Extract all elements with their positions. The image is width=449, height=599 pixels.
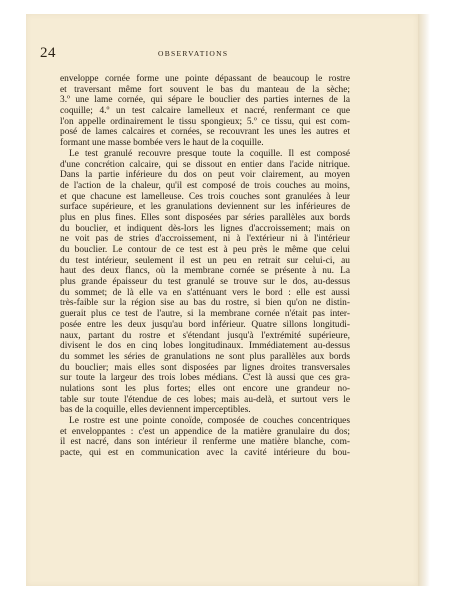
paragraph-3 <box>60 416 350 459</box>
text-line: de l'action de la chaleur, qu'il est composé de trois couches au moins, <box>60 180 350 191</box>
text-line: et enveloppantes : c'est un appendice de la matière granulaire du dos; <box>60 426 350 437</box>
text-line: guerait plus ce test de l'autre, si la membrane cornée n'était pas inter- <box>60 309 350 320</box>
text-line: formant une masse bombée vers le haut de la coquille. <box>60 138 264 149</box>
text-line: l'on appelle ordinairement le tissu spongieux; 5.º ce tissu, qui est com- <box>60 116 350 127</box>
text-line: ne voit pas de stries d'accroissement, ni à l'extérieur ni à l'intérieur <box>60 234 350 245</box>
text-line: du bouclier, et indiquent dès-lors les lignes d'accroissement; mais on <box>60 223 350 234</box>
text-line: Le rostre est une pointe conoïde, composée de couches concentriques <box>69 416 350 426</box>
text-line: et traversant même fort souvent le bas du manteau de la sèche; <box>60 84 350 95</box>
text-line: du test intérieur, seulement il est un peu en retrait sur celui-ci, au <box>60 255 350 266</box>
text-line: haut des deux flancs, où la membrane cornée se présente à nu. La <box>60 266 350 277</box>
page-header <box>40 45 332 61</box>
text-line: posée entre les deux jusqu'au bord inférieur. Quatre sillons longitudi- <box>60 319 350 330</box>
text-line: du sommet; de là elle va en s'atténuant vers le bord : elle est aussi <box>60 287 350 298</box>
text-line: très-faible sur la région sise au bas du rostre, si bien qu'on ne distin- <box>60 298 350 309</box>
text-line: enveloppe cornée forme une pointe dépassant de beaucoup le rostre <box>60 74 350 84</box>
text-line: posé de lames calcaires et cornées, se recouvrant les unes les autres et <box>60 127 350 138</box>
text-line: surface supérieure, et les granulations deviennent sur les inférieures de <box>60 202 350 213</box>
body-text <box>60 74 350 459</box>
paragraph-1 <box>60 74 350 149</box>
text-line: plus en plus fines. Elles sont disposées par séries parallèles aux bords <box>60 212 350 223</box>
text-line: du bouclier; mais elles sont disposées par lignes droites transversales <box>60 362 350 373</box>
text-line: d'une concrétion calcaire, qui se dissout en entier dans l'acide nitrique. <box>60 159 350 170</box>
text-line: table sur toute l'étendue de ces lobes; mais au-delà, et surtout vers le <box>60 394 350 405</box>
text-line: plus grande épaisseur du test granulé se trouve sur le dos, au-dessus <box>60 277 350 288</box>
text-line: Dans la partie inférieure du dos on peut voir clairement, au moyen <box>60 170 350 181</box>
text-line: du sommet les séries de granulations ne sont plus parallèles aux bords <box>60 351 350 362</box>
text-line: sur toute la largeur des trois lobes médians. C'est là aussi que ces gra- <box>60 373 350 384</box>
text-line: naux, partant du rostre et s'étendant jusqu'à l'extrémité supérieure, <box>60 330 350 341</box>
text-line: du bouclier. Le contour de ce test est à peu près le même que celui <box>60 245 350 255</box>
text-line: pacte, qui est en communication avec la cavité intérieure du bou- <box>60 448 350 459</box>
text-line: Le test granulé recouvre presque toute la coquille. Il est composé <box>69 148 350 159</box>
text-line: il est nacré, dans son intérieur il renferme une matière blanche, com- <box>60 437 350 448</box>
book-page <box>26 14 418 586</box>
text-line: et que chacune est lamelleuse. Ces trois couches sont granulées à leur <box>60 191 350 202</box>
paragraph-2 <box>60 149 350 416</box>
page-number: 24 <box>40 45 56 61</box>
text-line: divisent le dos en cinq lobes longitudinaux. Immédiatement au-dessus <box>60 341 350 352</box>
text-line: coquille; 4.º un test calcaire lamelleux et nacré, renfermant ce que <box>60 106 350 117</box>
text-line: bas de la coquille, elles deviennent imperceptibles. <box>60 405 251 416</box>
running-head: OBSERVATIONS <box>158 49 229 58</box>
text-line: 3.º une lame cornée, qui sépare le bouclier des parties internes de la <box>60 95 350 106</box>
text-line: nulations sont les plus fortes; elles ont encore une grandeur no- <box>60 383 350 394</box>
